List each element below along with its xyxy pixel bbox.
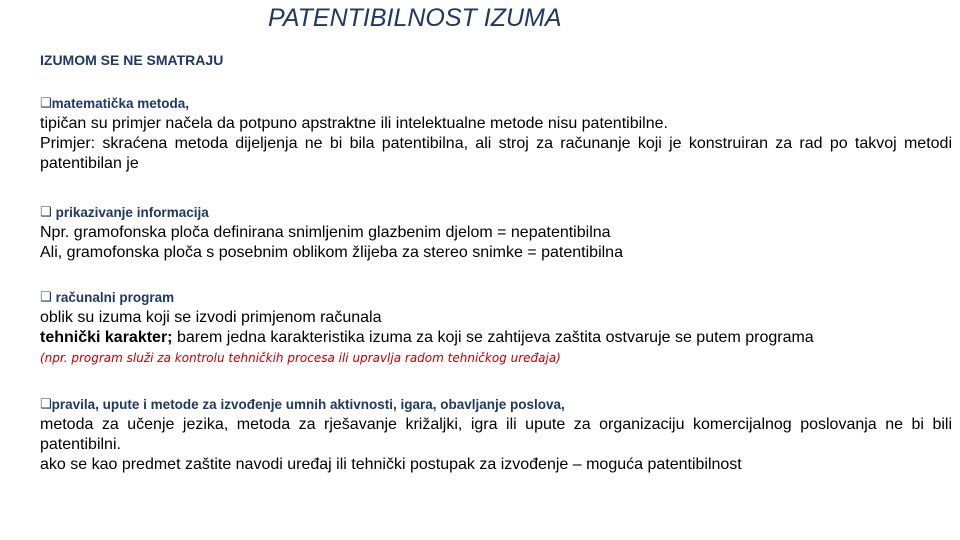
body-line: oblik su izuma koji se izvodi primjenom računala	[40, 309, 382, 326]
checkbox-bullet-icon: ❑	[40, 289, 52, 305]
body-line: tipičan su primjer načela da potpuno apstraktne ili intelektualne metode nisu patentibilne.	[40, 115, 668, 132]
section-heading	[40, 395, 952, 413]
section-heading	[40, 94, 952, 112]
slide-title: PATENTIBILNOST IZUMA	[268, 4, 562, 32]
checkbox-bullet-icon: ❑	[40, 95, 52, 111]
checkbox-bullet-icon: ❑	[40, 204, 52, 220]
body-line: ako se kao predmet zaštite navodi uređaj ili tehnički postupak za izvođenje – moguća patentibilnost	[40, 456, 742, 473]
body-line-technical	[40, 328, 952, 348]
section-mathematical-method	[40, 94, 952, 174]
section-heading-text: računalni program	[55, 289, 175, 305]
body-line: metoda za učenje jezika, metoda za rješavanje križaljki, igra ili upute za organizaciju komercijalnog poslovanja ne bi bili patentibilni.	[40, 416, 952, 453]
section-heading	[40, 203, 952, 221]
section-information-display	[40, 203, 952, 263]
body-line: Primjer: skraćena metoda dijeljenja ne bi bila patentibilna, ali stroj za računanje koji je konstruiran za rad po takvoj metodi patentibilan je	[40, 135, 952, 172]
example-note: (npr. program služi za kontrolu tehničkih procesa ili upravlja radom tehničkog uređaja)	[40, 351, 561, 365]
slide-subtitle: IZUMOM SE NE SMATRAJU	[40, 52, 224, 68]
section-computer-program	[40, 288, 952, 368]
body-line: Ali, gramofonska ploča s posebnim oblikom žlijeba za stereo snimke = patentibilna	[40, 244, 623, 261]
section-heading-text: pravila, upute i metode za izvođenje umnih aktivnosti, igara, obavljanje poslova,	[51, 396, 565, 412]
section-heading-text: prikazivanje informacija	[55, 204, 209, 220]
section-heading-text: matematička metoda,	[51, 95, 189, 111]
section-rules-and-methods	[40, 395, 952, 475]
checkbox-bullet-icon: ❑	[40, 396, 52, 412]
lead-rest: barem jedna karakteristika izuma za koji se zahtijeva zaštita ostvaruje se putem programa	[172, 329, 814, 346]
body-line: Npr. gramofonska ploča definirana snimljenim glazbenim djelom = nepatentibilna	[40, 224, 611, 241]
section-heading	[40, 288, 952, 306]
bold-lead: tehnički karakter;	[40, 329, 173, 346]
